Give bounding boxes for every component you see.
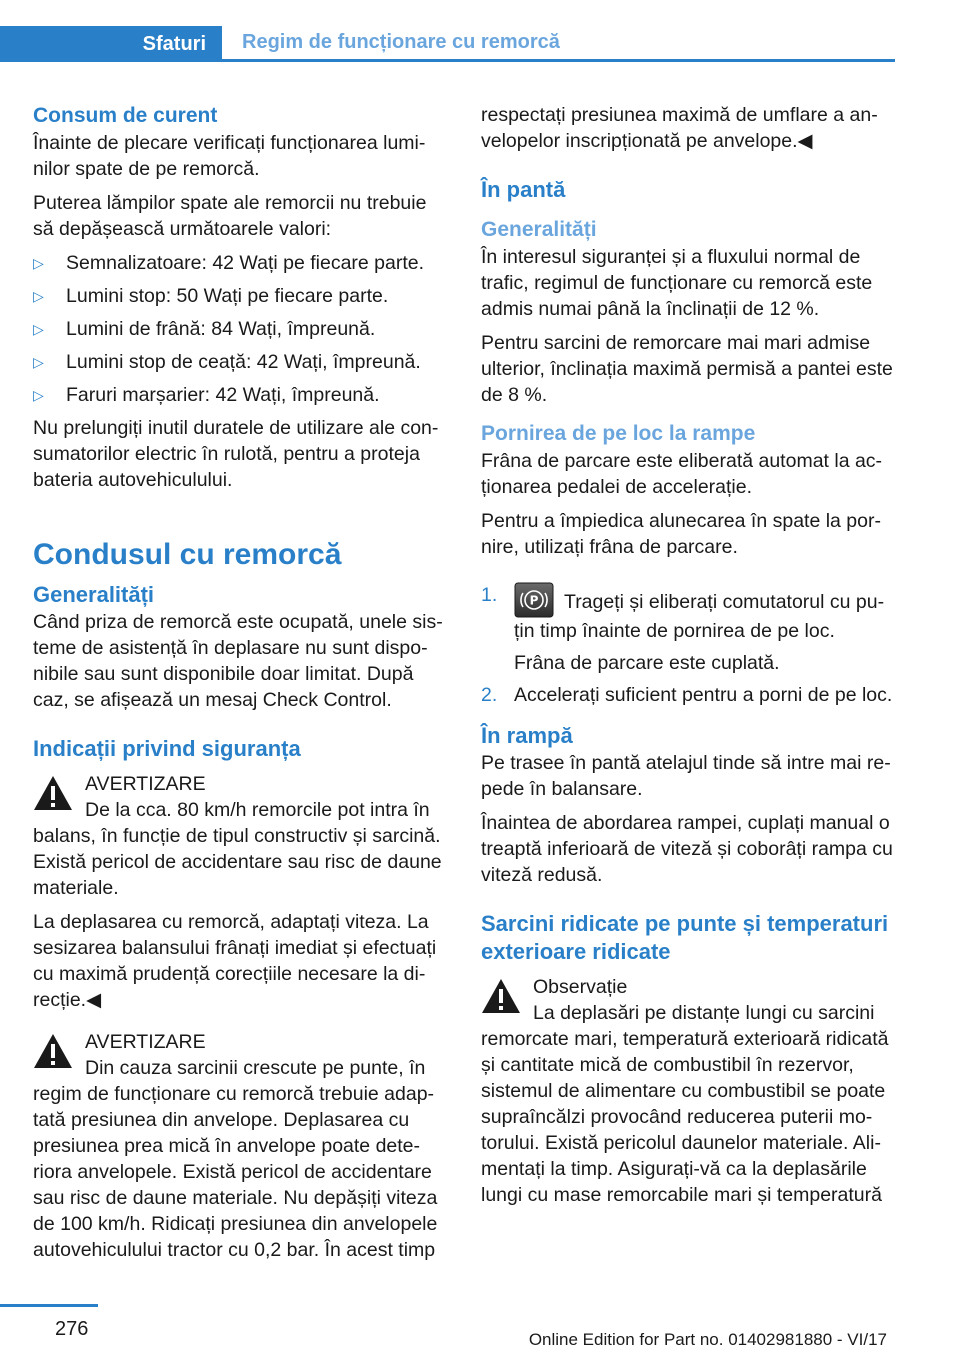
step-number: 1. [481, 584, 498, 606]
list-item-text: Lumini de frână: 84 Wați, împreună. [66, 318, 376, 340]
paragraph: Pentru a împiedica alunecarea în spate la por-nire, utilizați frâna de parcare. [481, 510, 881, 558]
heading-pornire: Pornirea de pe loc la rampe [481, 422, 756, 445]
paragraph: Pe trasee în pantă atelajul tinde să intre mai re-pede în balansare. [481, 752, 891, 800]
svg-text:P: P [529, 593, 539, 608]
warning-title: AVERTIZARE [85, 1031, 206, 1053]
right-column [481, 102, 899, 1216]
list-item-text: Faruri marșarier: 42 Wați, împreună. [66, 384, 380, 406]
warning-box [33, 1029, 451, 1263]
paragraph: Puterea lămpilor spate ale remorcii nu trebuie să depășească următoarele valori: [33, 192, 427, 240]
heading-generalitati-panta: Generalități [481, 218, 597, 241]
paragraph: respectați presiunea maximă de umflare a an-velopelor inscripționată pe anvelope.◀ [481, 104, 878, 152]
paragraph: Înainte de plecare verificați funcționarea lumi-nilor spate de pe remorcă. [33, 132, 426, 180]
step-item [481, 682, 899, 708]
paragraph: Înaintea de abordarea rampei, cuplați manual o treaptă inferioară de viteză și coborâți rampa cu viteză redusă. [481, 812, 893, 886]
note-text: La deplasări pe distanțe lungi cu sarcini remorcate mari, temperatură exterioară ridicată și cantitate mică de combustibil în rezervor, sistemul de alimentare cu combustibil se poate supraîncălzi provocând reducerea puterii mo-torului. Există pericolul daunelor materiale. Ali-mentați la timp. Asigurați-vă ca la deplasările lungi cu mase remorcabile mari și temperatură [481, 1002, 889, 1206]
note-box [481, 974, 899, 1208]
paragraph: La deplasarea cu remorcă, adaptați viteza. La sesizarea balansului frânați imediat și efectuați cu maximă prudență corecțiile necesare la di-recție.◀ [33, 911, 437, 1011]
heading-siguranta: Indicații privind siguranța [33, 736, 301, 761]
header-rule [0, 59, 895, 62]
section-title: Condusul cu remorcă [33, 538, 342, 571]
page-header [0, 26, 895, 62]
heading-panta: În pantă [481, 177, 566, 202]
warning-triangle-icon [33, 1033, 73, 1069]
paragraph: Nu prelungiți inutil duratele de utilizare ale con-sumatorilor electric în rulotă, pentru a proteja bateria autovehiculului. [33, 417, 439, 491]
list-item-text: Lumini stop de ceață: 42 Wați, împreună. [66, 351, 421, 373]
step-number: 2. [481, 684, 498, 706]
list-item [33, 250, 451, 276]
section-tab-title: Regim de funcționare cu remorcă [242, 31, 560, 53]
bullet-triangle-icon: ▷ [33, 255, 44, 271]
bullet-triangle-icon: ▷ [33, 288, 44, 304]
paragraph: Pentru sarcini de remorcare mai mari admise ulterior, înclinația maximă permisă a pantei este de 8 %. [481, 332, 893, 406]
warning-triangle-icon [33, 775, 73, 811]
warning-triangle-icon [481, 978, 521, 1014]
bullet-list [33, 250, 451, 408]
heading-consum: Consum de curent [33, 104, 218, 127]
step-list [481, 582, 899, 708]
warning-text: De la cca. 80 km/h remorcile pot intra în balans, în funcție de tipul constructiv și sarcină. Există pericol de accidentare sau risc de daune materiale. [33, 799, 442, 899]
warning-title: AVERTIZARE [85, 773, 206, 795]
parking-brake-icon [514, 582, 554, 618]
step-item [481, 582, 899, 676]
heading-rampa: În rampă [481, 723, 573, 748]
warning-text: Din cauza sarcinii crescute pe punte, în regim de funcționare cu remorcă trebuie adap-tată presiunea din anvelope. Deplasarea cu presiunea prea mică în anvelope poate dete-riora anvelopele. Există pericol de accidentare sau risc de daune materiale. Nu depășiți viteza de 100 km/h. Ridicați presiunea din anvelopele autovehiculului tractor cu 0,2 bar. În acest timp [33, 1057, 438, 1261]
step-result: Frâna de parcare este cuplată. [514, 652, 780, 674]
step-text: Accelerați suficient pentru a porni de pe loc. [514, 684, 893, 706]
left-column [33, 102, 451, 1271]
paragraph: Frâna de parcare este eliberată automat la ac-ționarea pedalei de accelerație. [481, 450, 883, 498]
footer-rule [0, 1304, 98, 1307]
bullet-triangle-icon: ▷ [33, 387, 44, 403]
list-item-text: Lumini stop: 50 Wați pe fiecare parte. [66, 285, 389, 307]
bullet-triangle-icon: ▷ [33, 354, 44, 370]
paragraph: Când priza de remorcă este ocupată, unele sis-teme de asistență în deplasare nu sunt dispo-nibile sau sunt disponibile doar limitat. După caz, se afișează un mesaj Check Control. [33, 611, 443, 711]
warning-box [33, 771, 451, 901]
step-text: Trageți și eliberați comutatorul cu pu-țin timp înainte de pornirea de pe loc. [514, 591, 885, 642]
list-item [33, 316, 451, 342]
chapter-tab: Sfaturi [0, 26, 222, 62]
heading-sarcini: Sarcini ridicate pe punte și temperaturi exterioare ridicate [481, 911, 889, 964]
edition-note: Online Edition for Part no. 01402981880 - VI/17 [528, 1330, 887, 1349]
heading-generalitati: Generalități [33, 582, 155, 607]
list-item-text: Semnalizatoare: 42 Wați pe fiecare parte. [66, 252, 425, 274]
list-item [33, 283, 451, 309]
note-title: Observație [533, 976, 628, 998]
paragraph: În interesul siguranței și a fluxului normal de trafic, regimul de funcționare cu remorcă este admis numai până la înclinații de 12 %. [481, 246, 873, 320]
list-item [33, 349, 451, 375]
list-item [33, 382, 451, 408]
bullet-triangle-icon: ▷ [33, 321, 44, 337]
page-number: 276 [55, 1318, 89, 1340]
